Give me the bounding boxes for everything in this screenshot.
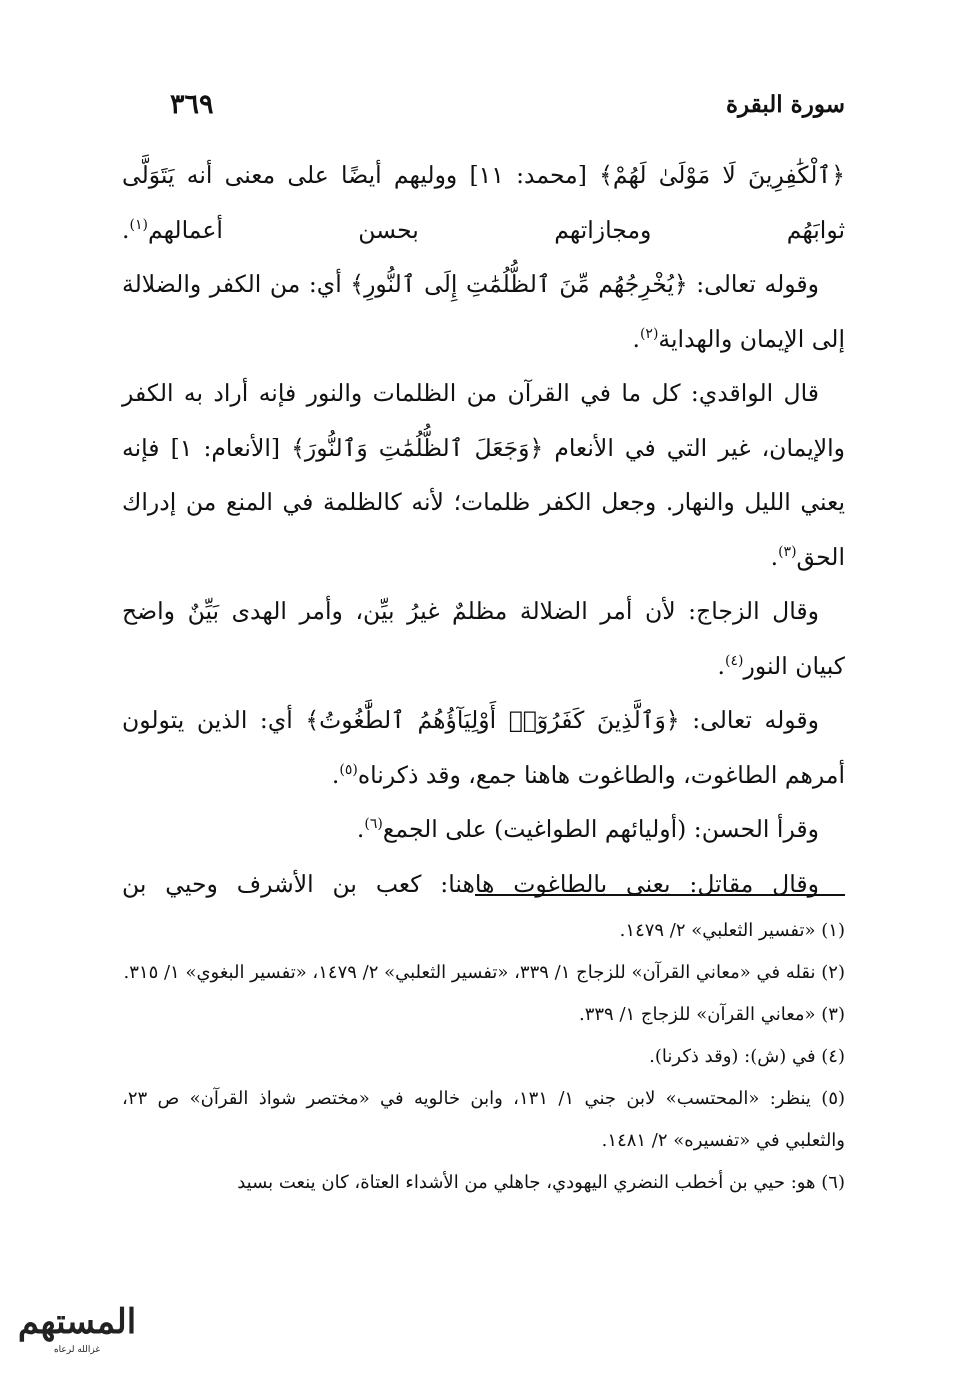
surah-title: سورة البقرة: [725, 90, 845, 118]
footnote-ref: (٣): [778, 543, 797, 560]
footnote-5: (٥) ينظر: «المحتسب» لابن جني ١/ ١٣١، وابن خالويه في «مختصر شواذ القرآن» ص ٢٣، والثعلبي في «تفسيره» ٢/ ١٤٨١.: [122, 1088, 846, 1151]
footnote-ref: (٢): [639, 325, 659, 342]
paragraph-text: وقوله تعالى:: [687, 270, 819, 298]
footnote-ref: (٥): [339, 761, 358, 778]
paragraph-text: وقوله تعالى:: [679, 706, 819, 734]
footnotes: [122, 910, 845, 1204]
main-text: [122, 148, 845, 911]
footnote-ref: (٦): [364, 816, 383, 833]
paragraph-text: .: [717, 651, 725, 680]
paragraph-1: [122, 148, 845, 257]
paragraph-text: أي: من الكفر والضلالة إلى الإيمان والهداية: [122, 270, 845, 353]
footnote-ref: (١): [129, 216, 148, 233]
footnote-2: (٢) نقله في «معاني القرآن» للزجاج ١/ ٣٣٩، «تفسير الثعلبي» ٢/ ١٤٧٩، «تفسير البغوي» ١/ ٣١٥.: [123, 962, 845, 983]
footnote-3: (٣) «معاني القرآن» للزجاج ١/ ٣٣٩.: [578, 1004, 845, 1025]
paragraph-text: قال الواقدي: كل ما في القرآن من الظلمات والنور فإنه أراد به الكفر والإيمان، غير التي في الأنعام: [122, 379, 846, 462]
paragraph-6: [122, 802, 845, 857]
quran-verse: ﴿يُخْرِجُهُم مِّنَ ٱلظُّلُمَٰتِ إِلَى ٱلنُّورِ﴾: [350, 270, 688, 298]
paragraph-text: .: [356, 815, 365, 843]
logo-subtext: غزالله لرعاه: [53, 1345, 101, 1355]
paragraph-2: [122, 257, 845, 366]
publisher-logo: [8, 1300, 146, 1368]
footnote-6: (٦) هو: حيي بن أخطب النضري اليهودي، جاهلي من الأشداء العتاة، كان ينعت بسيد: [237, 1172, 845, 1193]
paragraph-text: وقال الزجاج: لأن أمر الضلالة مظلمٌ غيرُ بيِّن، وأمر الهدى بَيِّنٌ واضح كبيان النور: [122, 597, 845, 680]
paragraph-3: [122, 366, 845, 584]
paragraph-7: [122, 857, 845, 912]
quran-verse: ﴿وَٱلَّذِينَ كَفَرُوٓا۟ أَوْلِيَآؤُهُمُ ٱلطَّٰغُوتُ﴾: [305, 706, 680, 734]
quran-verse: ﴿وَجَعَلَ ٱلظُّلُمَٰتِ وَٱلنُّورَ﴾: [291, 433, 544, 462]
paragraph-text: .: [632, 324, 640, 353]
paragraph-5: [122, 693, 845, 802]
logo-text: المستهم: [17, 1302, 137, 1342]
paragraph-text: وقال مقاتل: يعنى بالطاغوت هاهنا: كعب بن الأشرف وحيي بن: [122, 869, 819, 898]
paragraph-text: .: [770, 542, 779, 571]
quran-verse: ﴿ٱلْكَٰفِرِينَ لَا مَوْلَىٰ لَهُمْ﴾: [599, 161, 845, 189]
paragraph-text: [الأنعام: ١] فإنه يعني الليل والنهار. وجعل الكفر ظلمات؛ لأنه كالظلمة في المنع من إدراك الحق: [122, 433, 845, 571]
paragraph-4: [122, 584, 845, 693]
paragraph-text: .: [122, 215, 130, 244]
footnote-4: (٤) في (ش): (وقد ذكرنا).: [649, 1046, 845, 1067]
footnote-separator: [475, 894, 845, 896]
page-header: [170, 84, 845, 124]
paragraph-text: وقرأ الحسن: (أوليائهم الطواغيت) على الجمع: [382, 815, 819, 843]
paragraph-text: [محمد: ١١] ووليهم أيضًا على معنى أنه يَتَوَلَّى ثوابَهُم ومجازاتهم بحسن أعمالهم: [122, 161, 845, 244]
footnote-ref: (٤): [725, 652, 744, 669]
paragraph-text: .: [331, 760, 340, 789]
page-number: ٣٦٩: [170, 88, 214, 120]
paragraph-text: أي: الذين يتولون أمرهم الطاغوت، والطاغوت هاهنا جمع، وقد ذكرناه: [122, 706, 845, 789]
footnote-1: (١) «تفسير الثعلبي» ٢/ ١٤٧٩.: [619, 920, 845, 941]
